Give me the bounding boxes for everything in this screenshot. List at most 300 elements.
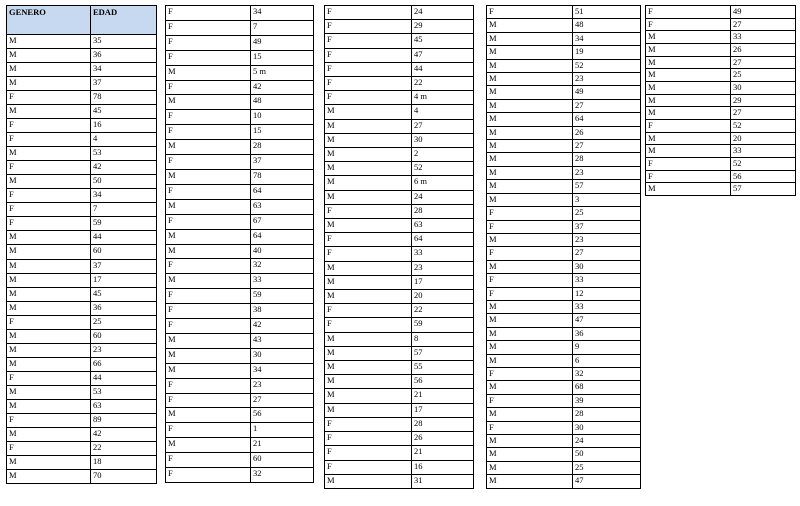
genero-cell: F xyxy=(487,247,573,260)
genero-cell: M xyxy=(487,59,573,72)
edad-cell: 12 xyxy=(573,287,641,300)
genero-cell: F xyxy=(7,91,91,105)
edad-cell: 7 xyxy=(91,203,157,217)
table-row xyxy=(325,290,474,304)
edad-cell: 22 xyxy=(91,441,157,455)
table-row xyxy=(166,333,314,348)
table-row xyxy=(646,107,796,120)
table-row xyxy=(166,169,314,184)
edad-cell: 43 xyxy=(251,333,314,348)
edad-cell: 4 xyxy=(91,133,157,147)
table-row xyxy=(7,301,157,315)
genero-cell: F xyxy=(325,432,412,446)
table-row xyxy=(7,287,157,301)
genero-cell: M xyxy=(646,31,731,44)
table-row xyxy=(7,273,157,287)
genero-cell: M xyxy=(7,105,91,119)
table-row xyxy=(7,231,157,245)
edad-cell: 32 xyxy=(251,259,314,274)
table-row xyxy=(325,432,474,446)
table-row xyxy=(325,375,474,389)
table-row xyxy=(646,119,796,132)
genero-cell: F xyxy=(487,6,573,19)
genero-cell: M xyxy=(325,290,412,304)
genero-cell: F xyxy=(325,204,412,218)
edad-cell: 33 xyxy=(573,274,641,287)
edad-cell: 19 xyxy=(573,46,641,59)
genero-cell: M xyxy=(7,77,91,91)
edad-cell: 26 xyxy=(731,43,796,56)
genero-cell: M xyxy=(166,95,251,110)
table-row xyxy=(7,63,157,77)
genero-cell: M xyxy=(166,438,251,453)
table-row xyxy=(487,140,641,153)
table-row xyxy=(487,99,641,112)
genero-cell: F xyxy=(646,18,731,31)
edad-cell: 20 xyxy=(412,290,474,304)
edad-cell: 10 xyxy=(251,110,314,125)
table-row xyxy=(325,176,474,190)
table-row xyxy=(487,260,641,273)
table-row xyxy=(487,354,641,367)
edad-cell: 64 xyxy=(251,229,314,244)
edad-cell: 53 xyxy=(91,147,157,161)
table-row xyxy=(7,441,157,455)
edad-cell: 59 xyxy=(412,318,474,332)
table-row xyxy=(487,421,641,434)
table-row xyxy=(166,140,314,155)
genero-cell: F xyxy=(7,189,91,203)
edad-cell: 28 xyxy=(573,153,641,166)
table-row xyxy=(7,371,157,385)
edad-cell: 9 xyxy=(573,341,641,354)
genero-cell: M xyxy=(7,259,91,273)
table-row xyxy=(325,162,474,176)
genero-cell: F xyxy=(166,453,251,468)
edad-cell: 23 xyxy=(412,261,474,275)
table-row xyxy=(646,183,796,196)
genero-cell: M xyxy=(487,327,573,340)
edad-cell: 8 xyxy=(412,332,474,346)
table-row xyxy=(646,18,796,31)
edad-cell: 63 xyxy=(412,219,474,233)
edad-cell: 45 xyxy=(91,105,157,119)
edad-cell: 21 xyxy=(412,389,474,403)
genero-cell: F xyxy=(7,203,91,217)
edad-cell: 30 xyxy=(251,348,314,363)
header-edad: EDAD xyxy=(91,6,157,35)
table-row xyxy=(7,203,157,217)
table-row xyxy=(7,175,157,189)
edad-cell: 30 xyxy=(731,81,796,94)
genero-cell: F xyxy=(325,62,412,76)
table-row xyxy=(325,275,474,289)
genero-cell: F xyxy=(166,304,251,319)
genero-cell: M xyxy=(7,273,91,287)
table-row xyxy=(325,304,474,318)
edad-cell: 23 xyxy=(573,233,641,246)
edad-cell: 33 xyxy=(731,145,796,158)
genero-cell: M xyxy=(646,94,731,107)
genero-cell: M xyxy=(325,275,412,289)
edad-cell: 6 m xyxy=(412,176,474,190)
edad-cell: 49 xyxy=(573,86,641,99)
table-row xyxy=(487,166,641,179)
data-table-4 xyxy=(486,5,641,489)
genero-cell: M xyxy=(7,385,91,399)
table-row xyxy=(166,259,314,274)
genero-cell: M xyxy=(487,140,573,153)
edad-cell: 27 xyxy=(731,107,796,120)
edad-cell: 78 xyxy=(91,91,157,105)
table-row xyxy=(487,314,641,327)
table-row xyxy=(166,20,314,35)
edad-cell: 50 xyxy=(91,175,157,189)
genero-cell: M xyxy=(166,274,251,289)
edad-cell: 50 xyxy=(573,448,641,461)
genero-cell: M xyxy=(325,375,412,389)
edad-cell: 15 xyxy=(251,50,314,65)
genero-cell: F xyxy=(166,259,251,274)
table-row xyxy=(487,86,641,99)
edad-cell: 23 xyxy=(91,343,157,357)
table-row xyxy=(487,287,641,300)
genero-cell: F xyxy=(166,110,251,125)
table-row xyxy=(166,319,314,334)
edad-cell: 64 xyxy=(573,113,641,126)
edad-cell: 22 xyxy=(412,77,474,91)
genero-cell: M xyxy=(325,346,412,360)
edad-cell: 21 xyxy=(412,446,474,460)
genero-cell: M xyxy=(487,180,573,193)
genero-cell: M xyxy=(646,145,731,158)
table-row xyxy=(325,62,474,76)
genero-cell: M xyxy=(646,107,731,120)
genero-cell: M xyxy=(166,244,251,259)
genero-cell: M xyxy=(487,435,573,448)
genero-cell: M xyxy=(487,46,573,59)
genero-cell: M xyxy=(487,314,573,327)
table-row xyxy=(7,343,157,357)
genero-cell: M xyxy=(7,35,91,49)
genero-cell: M xyxy=(7,231,91,245)
genero-cell: F xyxy=(325,446,412,460)
genero-cell: M xyxy=(166,65,251,80)
edad-cell: 36 xyxy=(91,49,157,63)
edad-cell: 37 xyxy=(573,220,641,233)
edad-cell: 47 xyxy=(412,48,474,62)
edad-cell: 4 m xyxy=(412,91,474,105)
edad-cell: 27 xyxy=(251,393,314,408)
table-row xyxy=(487,233,641,246)
table-row xyxy=(646,94,796,107)
table-row xyxy=(487,19,641,32)
genero-cell: M xyxy=(7,175,91,189)
edad-cell: 28 xyxy=(412,204,474,218)
table-row xyxy=(325,446,474,460)
table-row xyxy=(487,32,641,45)
table-row xyxy=(646,170,796,183)
table-row xyxy=(325,91,474,105)
edad-cell: 63 xyxy=(91,399,157,413)
genero-cell: M xyxy=(166,408,251,423)
edad-cell: 45 xyxy=(412,34,474,48)
edad-cell: 57 xyxy=(731,183,796,196)
table-row xyxy=(166,438,314,453)
table-row xyxy=(166,378,314,393)
edad-cell: 18 xyxy=(91,455,157,469)
genero-cell: F xyxy=(166,155,251,170)
edad-cell: 28 xyxy=(251,140,314,155)
header-row xyxy=(7,6,157,35)
edad-cell: 23 xyxy=(251,378,314,393)
table-row xyxy=(487,153,641,166)
table-row xyxy=(325,204,474,218)
edad-cell: 32 xyxy=(573,367,641,380)
table-row xyxy=(325,318,474,332)
table-row xyxy=(325,261,474,275)
table-row xyxy=(325,148,474,162)
table-row xyxy=(166,468,314,483)
table-row xyxy=(7,147,157,161)
table-row xyxy=(166,348,314,363)
edad-cell: 48 xyxy=(251,95,314,110)
edad-cell: 21 xyxy=(251,438,314,453)
edad-cell: 40 xyxy=(251,244,314,259)
edad-cell: 52 xyxy=(731,119,796,132)
edad-cell: 45 xyxy=(91,287,157,301)
genero-cell: F xyxy=(7,441,91,455)
table-row xyxy=(166,35,314,50)
edad-cell: 25 xyxy=(573,461,641,474)
genero-cell: M xyxy=(646,132,731,145)
genero-cell: M xyxy=(7,427,91,441)
genero-cell: F xyxy=(166,184,251,199)
table-row xyxy=(325,48,474,62)
table-row xyxy=(7,77,157,91)
genero-cell: M xyxy=(325,105,412,119)
genero-cell: F xyxy=(325,34,412,48)
edad-cell: 30 xyxy=(412,133,474,147)
genero-cell: F xyxy=(325,233,412,247)
edad-cell: 66 xyxy=(91,357,157,371)
genero-cell: F xyxy=(646,119,731,132)
edad-cell: 47 xyxy=(573,314,641,327)
genero-cell: M xyxy=(325,176,412,190)
genero-cell: F xyxy=(166,423,251,438)
genero-cell: M xyxy=(325,190,412,204)
table-row xyxy=(487,220,641,233)
edad-cell: 33 xyxy=(251,274,314,289)
edad-cell: 38 xyxy=(251,304,314,319)
edad-cell: 23 xyxy=(573,166,641,179)
edad-cell: 60 xyxy=(91,329,157,343)
table-row xyxy=(325,460,474,474)
edad-cell: 59 xyxy=(91,217,157,231)
table-row xyxy=(646,145,796,158)
genero-cell: M xyxy=(7,287,91,301)
edad-cell: 67 xyxy=(251,214,314,229)
table-row xyxy=(166,65,314,80)
edad-cell: 48 xyxy=(573,19,641,32)
table-row xyxy=(325,133,474,147)
table-row xyxy=(325,389,474,403)
table-row xyxy=(646,43,796,56)
genero-cell: F xyxy=(7,161,91,175)
edad-cell: 47 xyxy=(573,475,641,489)
table-row xyxy=(166,408,314,423)
header-genero: GENERO xyxy=(7,6,91,35)
edad-cell: 7 xyxy=(251,20,314,35)
edad-cell: 6 xyxy=(573,354,641,367)
table-row xyxy=(487,207,641,220)
genero-cell: M xyxy=(646,183,731,196)
edad-cell: 49 xyxy=(251,35,314,50)
table-row xyxy=(166,304,314,319)
genero-cell: M xyxy=(325,332,412,346)
table-row xyxy=(7,399,157,413)
table-row xyxy=(325,332,474,346)
edad-cell: 44 xyxy=(91,371,157,385)
edad-cell: 33 xyxy=(412,247,474,261)
table-row xyxy=(646,132,796,145)
genero-cell: M xyxy=(487,99,573,112)
genero-cell: M xyxy=(7,399,91,413)
table-row xyxy=(7,329,157,343)
table-row xyxy=(487,394,641,407)
genero-cell: M xyxy=(487,32,573,45)
genero-cell: F xyxy=(166,50,251,65)
table-row xyxy=(7,119,157,133)
table-row xyxy=(487,180,641,193)
genero-cell: F xyxy=(166,468,251,483)
genero-cell: F xyxy=(7,315,91,329)
genero-cell: M xyxy=(166,229,251,244)
genero-cell: F xyxy=(166,319,251,334)
edad-cell: 60 xyxy=(91,245,157,259)
edad-cell: 2 xyxy=(412,148,474,162)
edad-cell: 26 xyxy=(573,126,641,139)
genero-cell: M xyxy=(487,461,573,474)
table-row xyxy=(487,113,641,126)
genero-cell: F xyxy=(325,77,412,91)
edad-cell: 42 xyxy=(91,161,157,175)
genero-cell: F xyxy=(487,207,573,220)
edad-cell: 33 xyxy=(731,31,796,44)
edad-cell: 52 xyxy=(731,157,796,170)
genero-cell: F xyxy=(166,6,251,21)
edad-cell: 49 xyxy=(731,6,796,19)
edad-cell: 35 xyxy=(91,35,157,49)
edad-cell: 57 xyxy=(412,346,474,360)
table-row xyxy=(7,49,157,63)
genero-cell: M xyxy=(166,348,251,363)
edad-cell: 28 xyxy=(573,408,641,421)
edad-cell: 34 xyxy=(251,363,314,378)
table-row xyxy=(487,6,641,19)
table-row xyxy=(166,80,314,95)
genero-cell: M xyxy=(646,56,731,69)
genero-cell: M xyxy=(166,333,251,348)
edad-cell: 34 xyxy=(91,189,157,203)
edad-cell: 68 xyxy=(573,381,641,394)
edad-cell: 17 xyxy=(412,403,474,417)
genero-cell: F xyxy=(646,170,731,183)
genero-cell: M xyxy=(487,260,573,273)
edad-cell: 52 xyxy=(573,59,641,72)
data-table-5 xyxy=(645,5,796,196)
table-row xyxy=(487,341,641,354)
table-row xyxy=(325,403,474,417)
edad-cell: 56 xyxy=(412,375,474,389)
table-row xyxy=(7,455,157,469)
genero-cell: M xyxy=(166,363,251,378)
genero-cell: F xyxy=(325,91,412,105)
edad-cell: 31 xyxy=(412,474,474,488)
table-row xyxy=(325,474,474,488)
table-row xyxy=(487,46,641,59)
table-row xyxy=(646,6,796,19)
edad-cell: 22 xyxy=(412,304,474,318)
genero-cell: F xyxy=(487,394,573,407)
edad-cell: 55 xyxy=(412,361,474,375)
table-row xyxy=(7,161,157,175)
edad-cell: 27 xyxy=(573,247,641,260)
edad-cell: 16 xyxy=(412,460,474,474)
genero-cell: F xyxy=(325,460,412,474)
genero-cell: M xyxy=(487,300,573,313)
edad-cell: 56 xyxy=(251,408,314,423)
table-row xyxy=(646,157,796,170)
table-row xyxy=(487,381,641,394)
genero-cell: M xyxy=(7,357,91,371)
edad-cell: 36 xyxy=(91,301,157,315)
table-row xyxy=(166,110,314,125)
table-row xyxy=(7,245,157,259)
table-row xyxy=(166,393,314,408)
edad-cell: 52 xyxy=(412,162,474,176)
genero-cell: M xyxy=(646,81,731,94)
edad-cell: 26 xyxy=(412,432,474,446)
genero-cell: M xyxy=(487,354,573,367)
edad-cell: 17 xyxy=(91,273,157,287)
table-row xyxy=(166,6,314,21)
table-row xyxy=(325,20,474,34)
genero-cell: M xyxy=(487,73,573,86)
table-row xyxy=(7,413,157,427)
edad-cell: 5 m xyxy=(251,65,314,80)
genero-cell: M xyxy=(487,153,573,166)
genero-cell: F xyxy=(7,413,91,427)
table-row xyxy=(166,199,314,214)
table-row xyxy=(487,327,641,340)
genero-cell: M xyxy=(7,301,91,315)
table-row xyxy=(166,95,314,110)
edad-cell: 16 xyxy=(91,119,157,133)
genero-cell: F xyxy=(487,367,573,380)
edad-cell: 30 xyxy=(573,260,641,273)
edad-cell: 3 xyxy=(573,193,641,206)
table-row xyxy=(166,244,314,259)
edad-cell: 29 xyxy=(731,94,796,107)
edad-cell: 25 xyxy=(573,207,641,220)
genero-cell: M xyxy=(487,126,573,139)
data-table-3 xyxy=(324,5,474,489)
edad-cell: 36 xyxy=(573,327,641,340)
table-row xyxy=(325,346,474,360)
genero-cell: F xyxy=(487,220,573,233)
table-row xyxy=(7,259,157,273)
